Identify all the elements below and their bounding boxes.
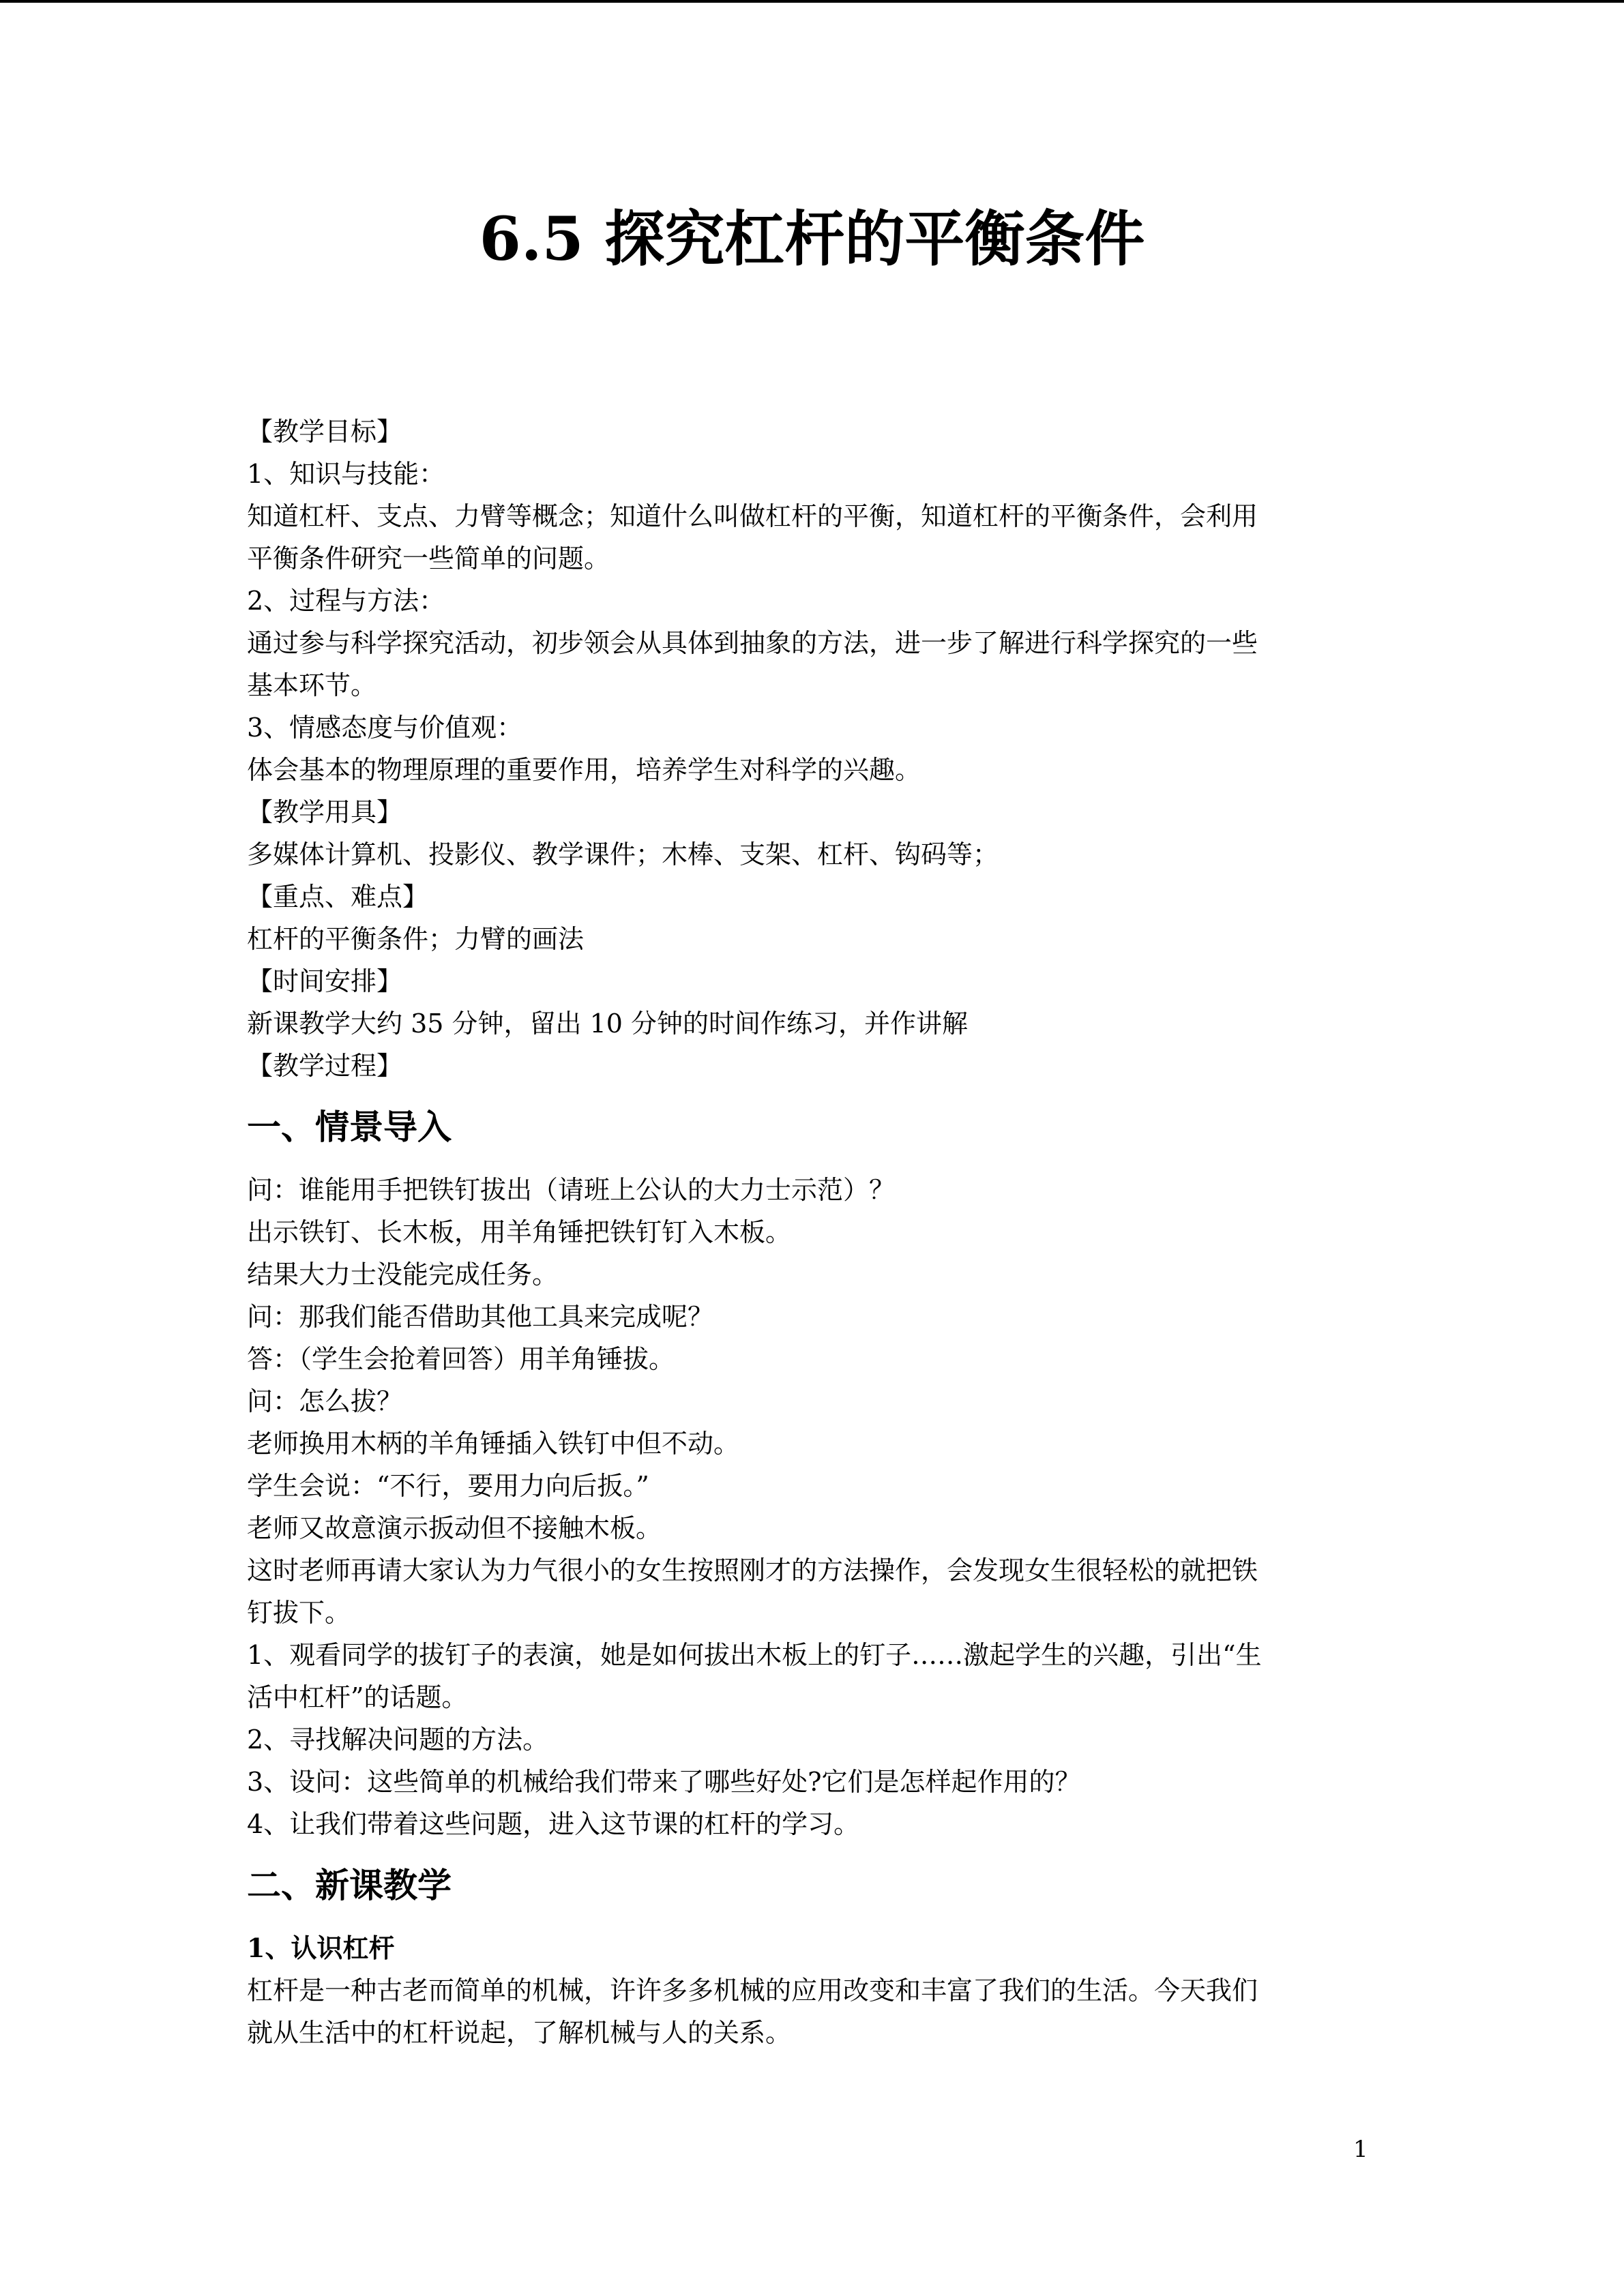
section-label-tools: 【教学用具】 <box>247 797 403 827</box>
body-line: 3、设问：这些简单的机械给我们带来了哪些好处?它们是怎样起作用的？ <box>247 1767 1081 1797</box>
scenario-intro-body <box>247 1169 1386 1845</box>
body-line: 钉拔下。 <box>247 1598 351 1628</box>
section-label-schedule: 【时间安排】 <box>247 966 403 996</box>
body-line: 学生会说：“不行，要用力向后扳。” <box>247 1471 649 1501</box>
body-line: 活中杠杆”的话题。 <box>247 1682 468 1712</box>
teaching-overview <box>247 411 1386 1087</box>
heading-scenario-intro: 一、情景导入 <box>247 1107 452 1147</box>
body-line: 问：谁能用手把铁钉拔出（请班上公认的大力士示范）？ <box>247 1175 896 1205</box>
body-line: 问：那我们能否借助其他工具来完成呢？ <box>247 1302 714 1332</box>
document-title: 6.5 探究杠杆的平衡条件 <box>479 203 1145 274</box>
body-line: 老师又故意演示扳动但不接触木板。 <box>247 1513 662 1543</box>
body-line: 3、情感态度与价值观： <box>247 713 523 743</box>
body-line: 就从生活中的杠杆说起，了解机械与人的关系。 <box>247 2018 792 2048</box>
body-line: 杠杆的平衡条件；力臂的画法 <box>247 924 585 954</box>
body-line: 这时老师再请大家认为力气很小的女生按照刚才的方法操作，会发现女生很轻松的就把铁 <box>247 1555 1258 1585</box>
page-number: 1 <box>1353 2136 1368 2163</box>
top-border-rule <box>0 0 1624 3</box>
subheading-know-lever: 1、认识杠杆 <box>247 1933 395 1963</box>
body-line: 通过参与科学探究活动，初步领会从具体到抽象的方法，进一步了解进行科学探究的一些 <box>247 628 1258 658</box>
body-line: 老师换用木柄的羊角锤插入铁钉中但不动。 <box>247 1429 740 1459</box>
body-line: 平衡条件研究一些简单的问题。 <box>247 543 610 573</box>
body-line: 1、观看同学的拔钉子的表演，她是如何拔出木板上的钉子……激起学生的兴趣，引出“生 <box>247 1640 1262 1670</box>
body-line: 结果大力士没能完成任务。 <box>247 1259 559 1289</box>
document-body <box>247 411 1386 2054</box>
section-label-key-points: 【重点、难点】 <box>247 882 429 912</box>
know-lever-body <box>247 1969 1386 2054</box>
body-line: 体会基本的物理原理的重要作用，培养学生对科学的兴趣。 <box>247 755 921 785</box>
body-line: 4、让我们带着这些问题，进入这节课的杠杆的学习。 <box>247 1809 860 1839</box>
body-line: 1、知识与技能： <box>247 459 445 489</box>
body-line: 2、过程与方法： <box>247 586 445 616</box>
body-line: 问：怎么拔？ <box>247 1386 403 1416</box>
body-line: 2、寻找解决问题的方法。 <box>247 1725 549 1755</box>
body-line: 多媒体计算机、投影仪、教学课件；木棒、支架、杠杆、钩码等； <box>247 839 999 869</box>
section-label-process: 【教学过程】 <box>247 1051 403 1081</box>
body-line: 基本环节。 <box>247 670 377 700</box>
body-line: 新课教学大约 35 分钟，留出 10 分钟的时间作练习，并作讲解 <box>247 1009 969 1039</box>
heading-new-lesson: 二、新课教学 <box>247 1865 452 1905</box>
body-line: 杠杆是一种古老而简单的机械，许许多多机械的应用改变和丰富了我们的生活。今天我们 <box>247 1976 1258 2006</box>
body-line: 出示铁钉、长木板，用羊角锤把铁钉钉入木板。 <box>247 1217 792 1247</box>
body-line: 答：（学生会抢着回答）用羊角锤拔。 <box>247 1344 675 1374</box>
body-line: 知道杠杆、支点、力臂等概念；知道什么叫做杠杆的平衡，知道杠杆的平衡条件，会利用 <box>247 501 1258 531</box>
section-label-objectives: 【教学目标】 <box>247 417 403 447</box>
